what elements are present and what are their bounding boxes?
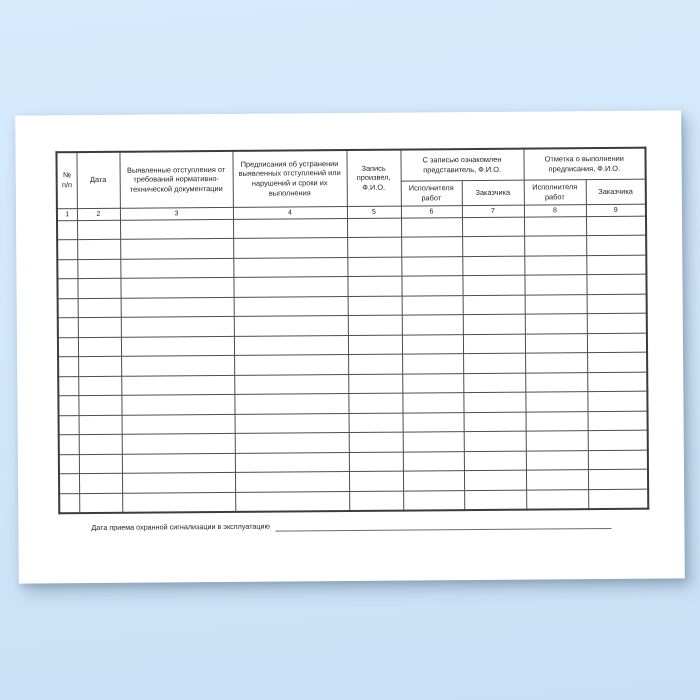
empty-cell xyxy=(462,275,524,295)
empty-cell xyxy=(78,356,121,376)
empty-cell xyxy=(463,334,525,354)
empty-cell xyxy=(464,490,526,510)
empty-cell xyxy=(58,337,78,357)
empty-cell xyxy=(462,217,524,237)
column-number: 2 xyxy=(77,208,120,220)
column-number: 6 xyxy=(401,205,462,217)
column-number: 3 xyxy=(120,207,233,220)
empty-cell xyxy=(58,396,78,416)
empty-cell xyxy=(464,412,526,432)
empty-cell xyxy=(233,257,347,277)
empty-cell xyxy=(462,256,524,276)
header-recorded-by: Запись произвел, Ф.И.О. xyxy=(346,150,400,206)
column-number: 5 xyxy=(347,206,401,218)
empty-cell xyxy=(587,294,647,314)
empty-cell xyxy=(588,450,648,470)
column-number: 8 xyxy=(524,204,586,216)
empty-cell xyxy=(588,469,648,489)
empty-cell xyxy=(59,415,79,435)
empty-cell xyxy=(524,275,586,295)
empty-cell xyxy=(349,452,403,472)
empty-cell xyxy=(79,454,122,474)
empty-cell xyxy=(348,354,402,374)
empty-cell xyxy=(235,472,349,492)
empty-cell xyxy=(122,453,235,473)
empty-cell xyxy=(121,297,234,317)
empty-cell xyxy=(349,413,403,433)
column-number: 7 xyxy=(462,205,524,217)
empty-cell xyxy=(526,470,588,490)
empty-cell xyxy=(349,471,403,491)
empty-cell xyxy=(588,489,648,509)
empty-cell xyxy=(401,276,462,296)
subheader-contractor-2: Исполнителя работ xyxy=(524,179,586,204)
empty-cell xyxy=(120,258,233,278)
empty-cell xyxy=(462,236,524,256)
empty-cell xyxy=(463,295,525,315)
empty-cell xyxy=(403,412,464,432)
empty-cell xyxy=(79,473,122,493)
empty-cell xyxy=(403,490,464,510)
header-deviations: Выявленные отступления от требований нормативно-технической документации xyxy=(119,151,232,208)
table-row xyxy=(59,489,648,513)
column-number: 4 xyxy=(233,206,347,219)
empty-cell xyxy=(78,395,121,415)
empty-cell xyxy=(234,355,348,375)
empty-cell xyxy=(121,394,234,414)
empty-cell xyxy=(121,375,234,395)
empty-cell xyxy=(233,277,347,297)
empty-cell xyxy=(525,353,587,373)
empty-cell xyxy=(402,393,463,413)
empty-cell xyxy=(77,259,120,279)
empty-cell xyxy=(464,431,526,451)
empty-cell xyxy=(121,355,234,375)
empty-cell xyxy=(122,492,235,512)
inspection-log-table xyxy=(55,147,649,514)
header-orders: Предписания об устранении выявленных отступлений или нарушений и сроки их выполнения xyxy=(232,150,346,207)
empty-cell xyxy=(463,314,525,334)
empty-cell xyxy=(77,239,120,259)
empty-cell xyxy=(401,217,462,237)
column-number: 9 xyxy=(586,204,646,216)
commissioning-date-line xyxy=(91,520,611,533)
empty-cell xyxy=(235,452,349,472)
empty-cell xyxy=(348,335,402,355)
empty-cell xyxy=(402,373,463,393)
empty-cell xyxy=(234,296,348,316)
empty-cell xyxy=(122,472,235,492)
header-date: Дата xyxy=(76,152,119,208)
empty-cell xyxy=(463,353,525,373)
empty-cell xyxy=(524,255,586,275)
subheader-customer-2: Заказчика xyxy=(586,179,646,204)
empty-cell xyxy=(78,298,121,318)
empty-cell xyxy=(526,411,588,431)
empty-cell xyxy=(235,413,349,433)
empty-cell xyxy=(402,295,463,315)
empty-cell xyxy=(77,278,120,298)
empty-cell xyxy=(57,259,77,279)
empty-cell xyxy=(59,435,79,455)
empty-cell xyxy=(79,493,122,513)
header-group-acknowledged: С записью ознакомлен представитель, Ф.И.О. xyxy=(400,149,523,181)
header-row-number: № п/п xyxy=(56,152,76,208)
empty-cell xyxy=(348,393,402,413)
empty-cell xyxy=(347,218,401,238)
empty-cell xyxy=(525,372,587,392)
empty-cell xyxy=(77,220,120,240)
empty-cell xyxy=(526,450,588,470)
empty-cell xyxy=(78,317,121,337)
empty-cell xyxy=(79,434,122,454)
empty-cell xyxy=(234,316,348,336)
empty-cell xyxy=(586,255,646,275)
empty-rows-body xyxy=(57,216,648,513)
empty-cell xyxy=(586,274,646,294)
empty-cell xyxy=(588,411,648,431)
empty-cell xyxy=(588,430,648,450)
empty-cell xyxy=(348,296,402,316)
column-number: 1 xyxy=(57,208,77,220)
empty-cell xyxy=(349,432,403,452)
empty-cell xyxy=(586,216,646,236)
empty-cell xyxy=(347,237,401,257)
empty-cell xyxy=(120,219,233,239)
empty-cell xyxy=(587,391,647,411)
empty-cell xyxy=(233,218,347,238)
empty-cell xyxy=(234,335,348,355)
empty-cell xyxy=(525,392,587,412)
empty-cell xyxy=(402,354,463,374)
scanned-form-page xyxy=(15,110,685,583)
empty-cell xyxy=(235,433,349,453)
empty-cell xyxy=(525,314,587,334)
empty-cell xyxy=(57,240,77,260)
empty-cell xyxy=(587,372,647,392)
empty-cell xyxy=(464,451,526,471)
empty-cell xyxy=(403,451,464,471)
empty-cell xyxy=(57,279,77,299)
commissioning-date-label: Дата приема охранной сигнализации в эксплуатацию xyxy=(91,521,270,533)
empty-cell xyxy=(463,373,525,393)
empty-cell xyxy=(348,315,402,335)
empty-cell xyxy=(347,276,401,296)
empty-cell xyxy=(78,337,121,357)
empty-cell xyxy=(120,238,233,258)
empty-cell xyxy=(524,216,586,236)
empty-cell xyxy=(587,352,647,372)
empty-cell xyxy=(235,491,349,511)
empty-cell xyxy=(59,493,79,513)
empty-cell xyxy=(525,333,587,353)
empty-cell xyxy=(122,433,235,453)
empty-cell xyxy=(58,357,78,377)
empty-cell xyxy=(121,336,234,356)
empty-cell xyxy=(464,470,526,490)
empty-cell xyxy=(78,376,121,396)
table-header xyxy=(56,148,646,221)
empty-cell xyxy=(59,474,79,494)
empty-cell xyxy=(59,454,79,474)
empty-cell xyxy=(58,376,78,396)
fill-in-blank-line xyxy=(275,520,612,532)
empty-cell xyxy=(234,374,348,394)
empty-cell xyxy=(525,294,587,314)
subheader-contractor-1: Исполнителя работ xyxy=(401,180,462,205)
empty-cell xyxy=(402,315,463,335)
empty-cell xyxy=(347,257,401,277)
empty-cell xyxy=(58,298,78,318)
empty-cell xyxy=(401,237,462,257)
empty-cell xyxy=(120,277,233,297)
empty-cell xyxy=(526,489,588,509)
empty-cell xyxy=(348,374,402,394)
empty-cell xyxy=(58,318,78,338)
empty-cell xyxy=(587,313,647,333)
empty-cell xyxy=(122,414,235,434)
empty-cell xyxy=(463,392,525,412)
empty-cell xyxy=(403,432,464,452)
header-group-completion-mark: Отметка о выполнении предписания, Ф.И.О. xyxy=(523,148,645,180)
empty-cell xyxy=(401,256,462,276)
subheader-customer-1: Заказчика xyxy=(462,180,524,205)
empty-cell xyxy=(234,394,348,414)
empty-cell xyxy=(57,220,77,240)
empty-cell xyxy=(233,238,347,258)
empty-cell xyxy=(587,333,647,353)
empty-cell xyxy=(402,334,463,354)
empty-cell xyxy=(526,431,588,451)
empty-cell xyxy=(79,415,122,435)
empty-cell xyxy=(586,235,646,255)
empty-cell xyxy=(121,316,234,336)
empty-cell xyxy=(403,471,464,491)
empty-cell xyxy=(349,491,403,511)
empty-cell xyxy=(524,236,586,256)
